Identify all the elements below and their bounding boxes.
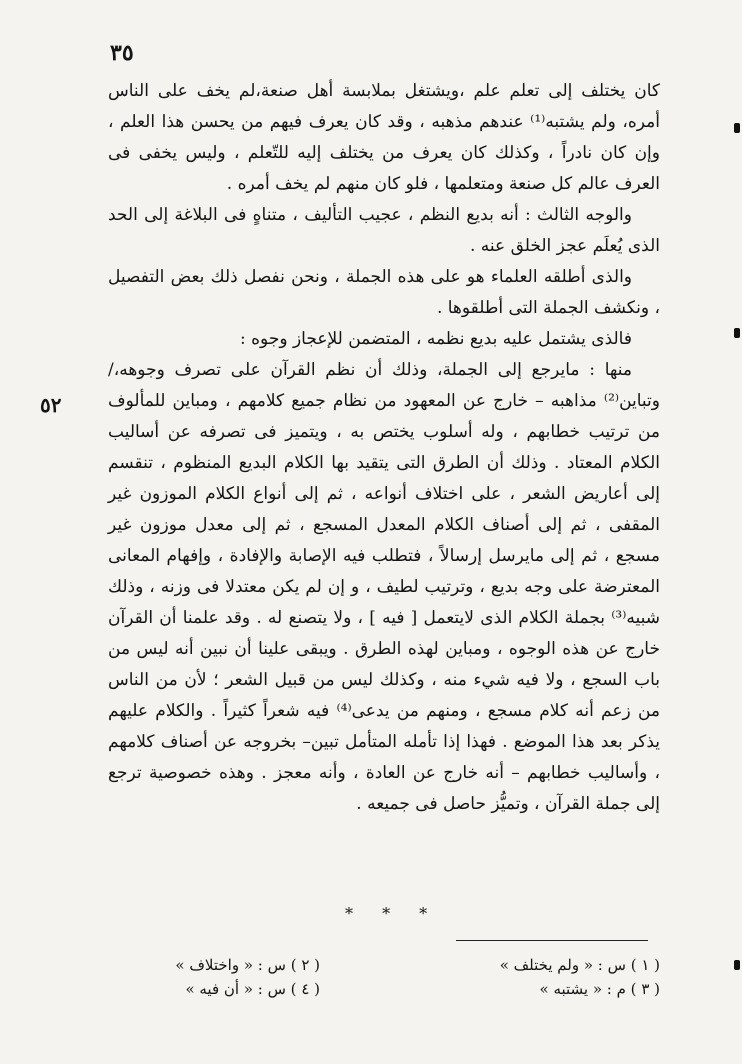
body-text xyxy=(108,76,660,820)
paragraph-2: والوجه الثالث : أنه بديع النظم ، عجيب التأليف ، متناهٍ فى البلاغة إلى الحد الذى يُعلَم عجز الخلق عنه . xyxy=(108,205,660,256)
margin-number: ٥٢ xyxy=(40,393,62,417)
footnote-3: ( ٣ ) م : « يشتبه » xyxy=(539,980,660,998)
scan-edge-mark xyxy=(734,328,740,338)
scan-edge-mark xyxy=(734,960,740,970)
paragraph-5: منها : مايرجع إلى الجملة، وذلك أن نظم القرآن على تصرف وجوهه،/ وتباين⁽²⁾ مذاهبه – خارج عن المعهود من نظام جميع كلامهم ، ومباين للمألوف من ترتيب خطابهم ، وله أسلوب يختص به ، ويتميز فى تصرفه عن أساليب الكلام المعتاد . وذلك أن الطرق التى يتقيد بها الكلام البديع المنظوم ، تنقسم إلى أعاريض الشعر ، على اختلاف أنواعه ، ثم إلى أنواع الكلام الموزون غير المقفى ، ثم إلى أصناف الكلام المعدل المسجع ، ثم إلى معدل موزون غير مسجع ، ثم إلى مايرسل إرسالاً ، فتطلب فيه الإصابة والإفادة ، وإفهام المعانى المعترضة على وجه بديع ، وترتيب لطيف ، و إن لم يكن معتدلا فى وزنه ، وذلك شبيه⁽³⁾ بجملة الكلام الذى لايتعمل [ فيه ] ، ولا يتصنع له . وقد علمنا أن القرآن خارج عن هذه الوجوه ، ومباين لهذه الطرق . ويبقى علينا أن نبين أنه ليس من باب السجع ، ولا فيه شيء منه ، وكذلك ليس من قبيل الشعر ؛ لأن من الناس من زعم أنه كلام مسجع ، ومنهم من يدعى⁽⁴⁾ فيه شعراً كثيراً . والكلام عليهم يذكر بعد هذا الموضع . فهذا إذا تأمله المتأمل تبين– بخروجه عن أصناف كلامهم ، وأساليب خطابهم – أنه خارج عن العادة ، وأنه معجز . وهذه خصوصية ترجع إلى جملة القرآن ، وتميُّز حاصل فى جميعه . xyxy=(108,360,660,814)
footnote-rule xyxy=(456,940,648,941)
footnote-2: ( ٢ ) س : « واختلاف » xyxy=(175,956,320,974)
paragraph-3: والذى أطلقه العلماء هو على هذه الجملة ، ونحن نفصل ذلك بعض التفصيل ، ونكشف الجملة التى أطلقوها . xyxy=(108,267,660,318)
footnote-row xyxy=(170,977,660,1001)
footnotes xyxy=(170,953,660,1001)
footnote-row xyxy=(170,953,660,977)
footnote-4: ( ٤ ) س : « أن فيه » xyxy=(185,980,320,998)
section-separator: * * * xyxy=(345,904,440,923)
paragraph-1: كان يختلف إلى تعلم علم ،ويشتغل بملابسة أهل صنعة،لم يخف على الناس أمره، ولم يشتبه⁽¹⁾ عندهم مذهبه ، وقد كان يعرف فيهم من يحسن هذا العلم ، وإن كان نادراً ، وكذلك كان يعرف من يختلف إليه للتّعلم ، وليس يخفى فى العرف عالم كل صنعة ومتعلمها ، فلو كان منهم لم يخف أمره . xyxy=(108,81,660,194)
footnote-1: ( ١ ) س : « ولم يختلف » xyxy=(499,956,660,974)
page-number: ٣٥ xyxy=(110,40,134,66)
paragraph-4: فالذى يشتمل عليه بديع نظمه ، المتضمن للإعجاز وجوه : xyxy=(240,329,632,349)
scan-edge-mark xyxy=(734,123,740,133)
